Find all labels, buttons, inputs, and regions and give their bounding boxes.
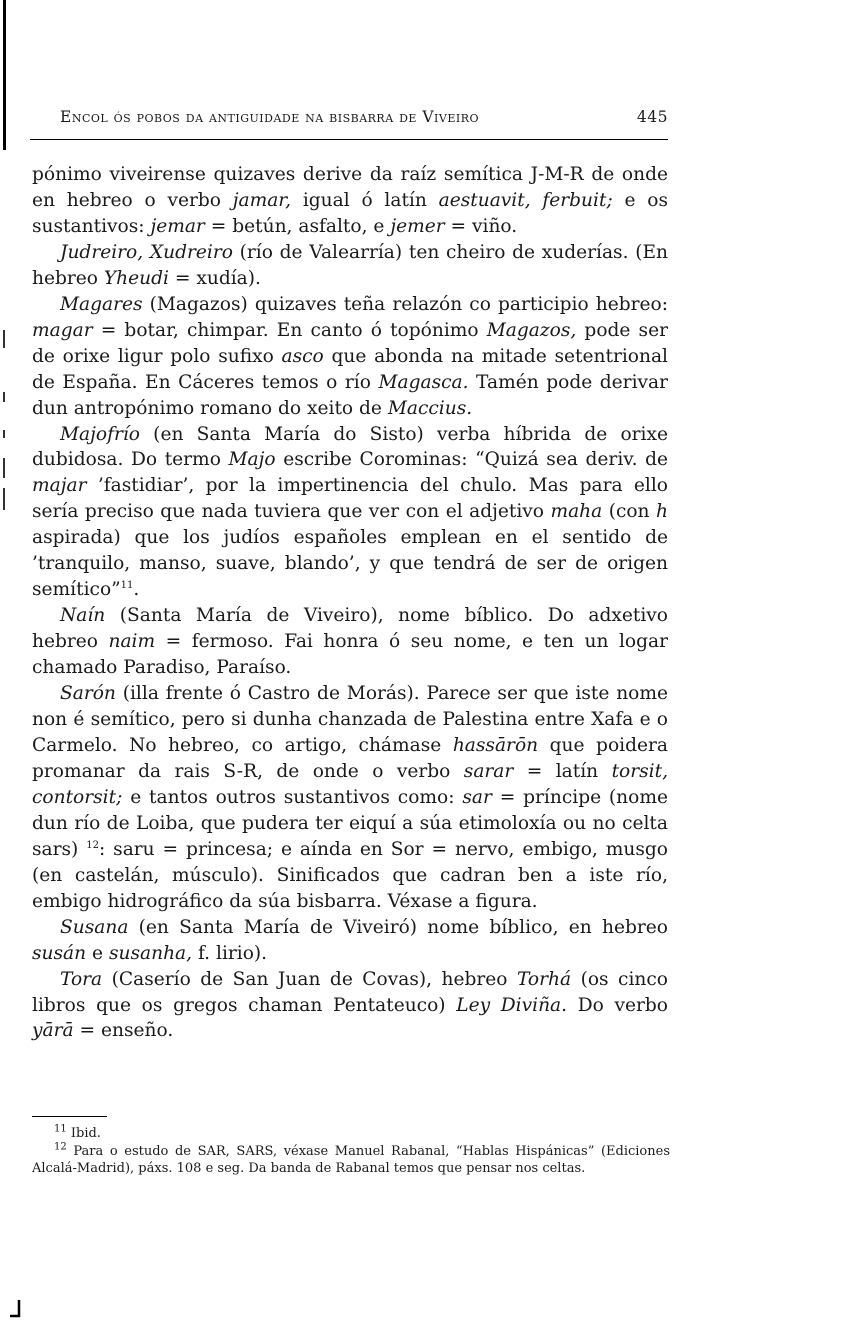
italic-term: Judreiro, Xudreiro [60, 241, 233, 263]
text-run: (illa frente ó Castro de Morás). Parece ser que iste nome non é semítico, pero si dunha chanzada de Palestina entre Xafa e o Carmelo. No hebreo, co artigo, chámase [32, 683, 668, 756]
header-rule [30, 139, 668, 140]
italic-term: susanha, [108, 942, 193, 964]
italic-term: Yheudi [103, 267, 169, 289]
italic-term: yārā [32, 1020, 74, 1042]
italic-term: sar [462, 786, 492, 808]
italic-term: Magasca. [378, 371, 469, 393]
text-run: e tantos outros sustantivos como: [122, 786, 463, 808]
text-run: = botar, chimpar. En canto ó topónimo [92, 319, 487, 341]
text-run: f. lirio). [192, 942, 268, 964]
paragraph [32, 292, 668, 422]
italic-term: sarar [463, 760, 514, 782]
italic-term: Maccius. [387, 397, 473, 419]
text-run: aspirada) que los judíos españoles emplean en el sentido de ’tranquilo, manso, suave, blando’, y que tendrá de ser de origen semítico” [32, 527, 668, 601]
italic-term: jemer [390, 215, 445, 237]
italic-term: h [656, 501, 668, 523]
footnote [32, 1125, 670, 1143]
italic-term: jamar, [232, 189, 292, 211]
page-edge-rule [3, 0, 6, 150]
footnote-number: 12 [54, 1141, 67, 1153]
page-edge-mark [3, 458, 5, 478]
italic-term: Sarón [60, 683, 116, 705]
running-header [60, 108, 668, 126]
text-run: escribe Corominas: “Quizá sea deriv. de [275, 449, 669, 471]
text-run: = fermoso. Fai honra ó seu nome, e ten un logar chamado Paradiso, Paraíso. [32, 631, 668, 679]
page-edge-mark [3, 330, 5, 348]
paragraph [32, 240, 668, 292]
text-run: = enseño. [73, 1020, 174, 1042]
text-run: = xudía). [168, 267, 261, 289]
footnote-ref: 11 [120, 580, 134, 592]
text-run: e os sustantivos: [32, 189, 668, 237]
footnote-ref: 12 [86, 839, 99, 851]
italic-term: torsit, contorsit; [32, 760, 668, 808]
italic-term: asco [281, 345, 324, 367]
italic-term: Ley Diviña. [456, 994, 568, 1016]
header-title: Encol ós pobos da antiguidade na bisbarra de Viveiro [60, 108, 480, 126]
text-run: (Santa María de Viveiro), nome bíblico. Do adxetivo hebreo [32, 605, 668, 653]
text-run: (en Santa María de Viveiró) nome bíblico, en hebreo [128, 916, 668, 938]
paragraph [32, 967, 668, 1045]
text-run: (río de Valearría) ten cheiro de xuderías. (En hebreo [32, 241, 668, 289]
italic-term: maha [550, 501, 603, 523]
page-edge-mark [3, 392, 5, 402]
italic-term: Magares [60, 293, 143, 315]
text-run: que abonda na mitade setentrional de España. En Cáceres temos o río [32, 345, 668, 393]
italic-term: jemar [150, 215, 205, 237]
italic-term: aestuavit, ferbuit; [438, 189, 613, 211]
footnote-text: Ibid. [66, 1126, 101, 1141]
paragraph [32, 422, 668, 604]
footnotes [32, 1125, 670, 1178]
text-run: : saru = princesa; e aínda en Sor = nervo, embigo, musgo (en castelán, músculo). Sinificados que cadran ben a iste río, embigo hidrográfico da súa bisbarra. Véxase a figura. [32, 838, 668, 912]
italic-term: hassārōn [452, 734, 539, 756]
paragraph [32, 681, 668, 915]
page-number: 445 [636, 108, 668, 126]
text-run: igual ó latín [291, 189, 439, 211]
corner-mark [8, 1300, 22, 1318]
page-edge-mark [3, 488, 5, 510]
italic-term: Susana [60, 916, 129, 938]
italic-term: Torhá [516, 968, 572, 990]
footnote [32, 1143, 670, 1178]
italic-term: Magazos, [486, 319, 577, 341]
paragraph [32, 603, 668, 681]
footnote-number: 11 [54, 1123, 67, 1135]
text-run: = príncipe (nome dun río de Loiba, que pudera ter eiquí a súa etimoloxía ou no celta sars) [32, 786, 668, 860]
text-run: (Magazos) quizaves teña relazón co participio hebreo: [142, 293, 668, 315]
text-run: (en Santa María do Sisto) verba híbrida de orixe dubidosa. Do termo [32, 423, 668, 471]
text-run: Do verbo [567, 994, 668, 1016]
italic-term: Tora [60, 968, 103, 990]
text-run: e [86, 942, 109, 964]
text-run: pónimo viveirense quizaves derive da raíz semítica J-M-R de onde en hebreo o verbo [32, 164, 668, 211]
italic-term: Majo [228, 449, 276, 471]
text-run: = viño. [444, 215, 518, 237]
paragraph [32, 162, 668, 240]
text-run: (con [602, 501, 656, 523]
text-run: . [133, 579, 140, 601]
footnote-rule [32, 1116, 107, 1117]
text-run: = betún, asfalto, e [204, 215, 391, 237]
text-run: (Caserío de San Juan de Covas), hebreo [102, 968, 517, 990]
italic-term: magar [32, 319, 93, 341]
italic-term: Naín [60, 605, 106, 627]
text-run: pode ser de orixe ligur polo sufixo [32, 319, 668, 367]
page-edge-mark [3, 430, 5, 438]
italic-term: naim [108, 631, 156, 653]
footnote-text: Para o estudo de SAR, SARS, véxase Manuel Rabanal, “Hablas Hispánicas” (Ediciones Alcalá-Madrid), páxs. 108 e seg. Da banda de Rabanal temos que pensar nos celtas. [32, 1143, 670, 1176]
text-run: = latín [513, 760, 612, 782]
text-run: Tamén pode derivar dun antropónimo romano do xeito de [32, 371, 668, 419]
text-run: ’fastidiar’, por la impertinencia del chulo. Mas para ello sería preciso que nada tuviera que ver con el adjetivo [32, 475, 668, 523]
italic-term: Majofrío [60, 423, 140, 445]
italic-term: susán [32, 942, 87, 964]
paragraph [32, 915, 668, 967]
text-run: que poidera promanar da rais S-R, de onde o verbo [32, 734, 668, 782]
italic-term: majar [32, 475, 87, 497]
body-text [32, 162, 668, 1044]
text-run: (os cinco libros que os gregos chaman Pentateuco) [32, 968, 668, 1016]
